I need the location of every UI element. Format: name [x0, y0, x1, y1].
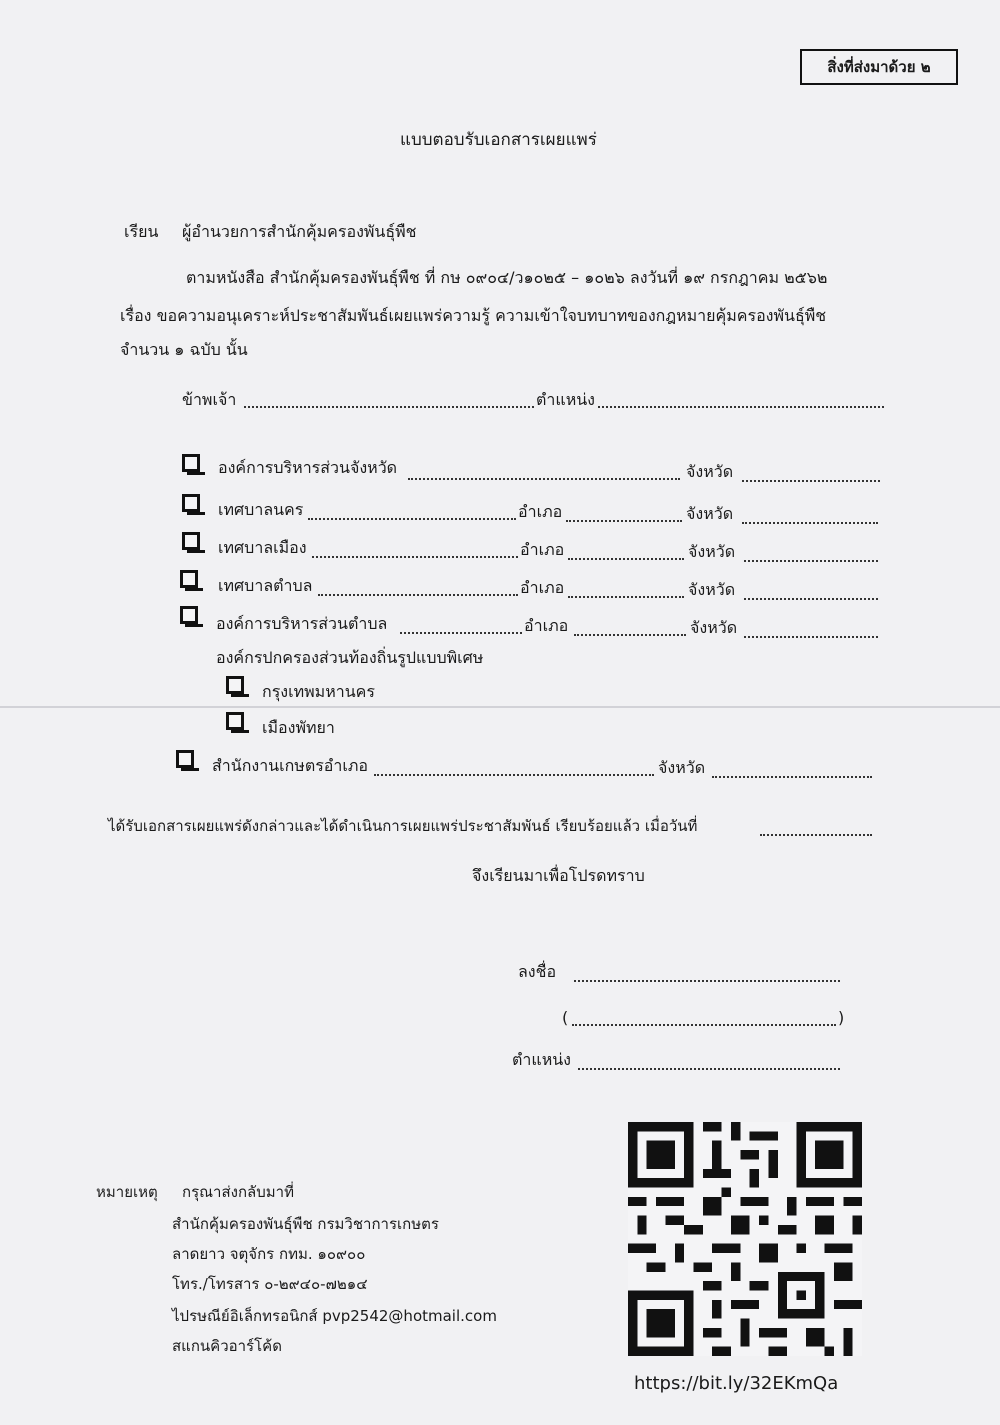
sao-province-label: จังหวัด — [690, 618, 738, 637]
checkbox-pao[interactable] — [182, 454, 200, 472]
option-sao-label: องค์การบริหารส่วนตำบล — [216, 614, 388, 633]
sign-label: ลงชื่อ — [518, 962, 557, 981]
checkbox-city-municipality[interactable] — [182, 494, 200, 512]
closing-text: จึงเรียนมาเพื่อโปรดทราบ — [472, 866, 645, 885]
paren-open: ( — [562, 1008, 569, 1027]
district-office-label: สำนักงานเกษตรอำเภอ — [212, 756, 369, 775]
note-line-address: ลาดยาว จตุจักร กทม. ๑๐๙๐๐ — [172, 1245, 366, 1263]
district-office-province-label: จังหวัด — [658, 758, 706, 777]
attachment-label: สิ่งที่ส่งมาด้วย ๒ — [827, 58, 931, 76]
subdistrict-municipality-province-field[interactable] — [744, 598, 878, 600]
note-line-phone: โทร./โทรสาร ๐-๒๙๔๐-๗๒๑๔ — [172, 1275, 368, 1293]
form-title: แบบตอบรับเอกสารเผยแพร่ — [400, 130, 597, 150]
position-label: ตำแหน่ง — [536, 390, 595, 409]
qr-url[interactable]: https://bit.ly/32EKmQa — [634, 1373, 839, 1394]
town-municipality-district-field[interactable] — [568, 558, 684, 560]
checkbox-bangkok[interactable] — [226, 676, 244, 694]
checkbox-sao[interactable] — [180, 606, 198, 624]
pao-province-field[interactable] — [742, 480, 880, 482]
attachment-label-box — [800, 49, 958, 85]
special-item-pattaya: เมืองพัทยา — [262, 718, 335, 737]
salutation-prefix: เรียน — [124, 222, 159, 241]
city-municipality-district-field[interactable] — [566, 520, 682, 522]
special-heading: องค์กรปกครองส่วนท้องถิ่นรูปแบบพิเศษ — [216, 648, 484, 667]
option-town-municipality-label: เทศบาลเมือง — [218, 538, 307, 557]
sao-province-field[interactable] — [744, 636, 878, 638]
option-subdistrict-municipality-label: เทศบาลตำบล — [218, 576, 313, 595]
body-line-1: ตามหนังสือ สำนักคุ้มครองพันธุ์พืช ที่ กษ ๐๙๐๔/ว๑๐๒๕ – ๑๐๒๖ ลงวันที่ ๑๙ กรกฎาคม ๒๕๖๒ — [186, 268, 828, 287]
note-line-email: ไปรษณีย์อิเล็กทรอนิกส์ pvp2542@hotmail.com — [172, 1307, 497, 1325]
option-city-municipality-label: เทศบาลนคร — [218, 500, 304, 519]
option-pao-label: องค์การบริหารส่วนจังหวัด — [218, 458, 398, 477]
sao-name-field[interactable] — [400, 632, 522, 634]
salutation-recipient: ผู้อำนวยการสำนักคุ้มครองพันธุ์พืช — [182, 222, 417, 241]
signature-field[interactable] — [574, 980, 840, 982]
position-field[interactable] — [598, 406, 884, 408]
body-line-3: จำนวน ๑ ฉบับ นั้น — [120, 340, 248, 359]
checkbox-town-municipality[interactable] — [182, 532, 200, 550]
note-line-qr: สแกนคิวอาร์โค้ด — [172, 1337, 282, 1355]
city-municipality-province-field[interactable] — [742, 522, 878, 524]
pao-province-label: จังหวัด — [686, 462, 734, 481]
subdistrict-municipality-province-label: จังหวัด — [688, 580, 736, 599]
subdistrict-municipality-district-field[interactable] — [568, 596, 684, 598]
receipt-date-field[interactable] — [760, 834, 872, 836]
town-municipality-name-field[interactable] — [312, 556, 518, 558]
district-office-province-field[interactable] — [712, 776, 872, 778]
checkbox-district-agriculture-office[interactable] — [176, 750, 194, 768]
note-instruction: กรุณาส่งกลับมาที่ — [182, 1183, 294, 1201]
checkbox-subdistrict-municipality[interactable] — [180, 570, 198, 588]
checkbox-pattaya[interactable] — [226, 712, 244, 730]
receipt-statement: ได้รับเอกสารเผยแพร่ดังกล่าวและได้ดำเนินการเผยแพร่ประชาสัมพันธ์ เรียบร้อยแล้ว เมื่อวันที่ — [108, 817, 698, 835]
signer-position-label: ตำแหน่ง — [512, 1050, 571, 1069]
special-item-bangkok: กรุงเทพมหานคร — [262, 682, 375, 701]
signer-position-field[interactable] — [578, 1068, 840, 1070]
city-municipality-province-label: จังหวัด — [686, 504, 734, 523]
subdistrict-municipality-district-label: อำเภอ — [520, 578, 565, 597]
town-municipality-district-label: อำเภอ — [520, 540, 565, 559]
name-field[interactable] — [244, 406, 534, 408]
body-line-2: เรื่อง ขอความอนุเคราะห์ประชาสัมพันธ์เผยแพร่ความรู้ ความเข้าใจบทบาทของกฎหมายคุ้มครองพันธุ์พืช — [120, 306, 827, 325]
qr-code-icon[interactable] — [628, 1122, 862, 1356]
subdistrict-municipality-name-field[interactable] — [318, 594, 518, 596]
note-line-office: สำนักคุ้มครองพันธุ์พืช กรมวิชาการเกษตร — [172, 1215, 439, 1233]
sao-district-field[interactable] — [574, 634, 686, 636]
paper-fold-line — [0, 706, 1000, 708]
town-municipality-province-field[interactable] — [744, 560, 878, 562]
printed-name-field[interactable] — [572, 1024, 836, 1026]
sao-district-label: อำเภอ — [524, 616, 569, 635]
name-label: ข้าพเจ้า — [182, 390, 237, 409]
pao-name-field[interactable] — [408, 478, 680, 480]
paren-close: ) — [838, 1008, 845, 1027]
note-label: หมายเหตุ — [96, 1183, 158, 1201]
town-municipality-province-label: จังหวัด — [688, 542, 736, 561]
city-municipality-district-label: อำเภอ — [518, 502, 563, 521]
city-municipality-name-field[interactable] — [308, 518, 516, 520]
district-office-field[interactable] — [374, 774, 654, 776]
